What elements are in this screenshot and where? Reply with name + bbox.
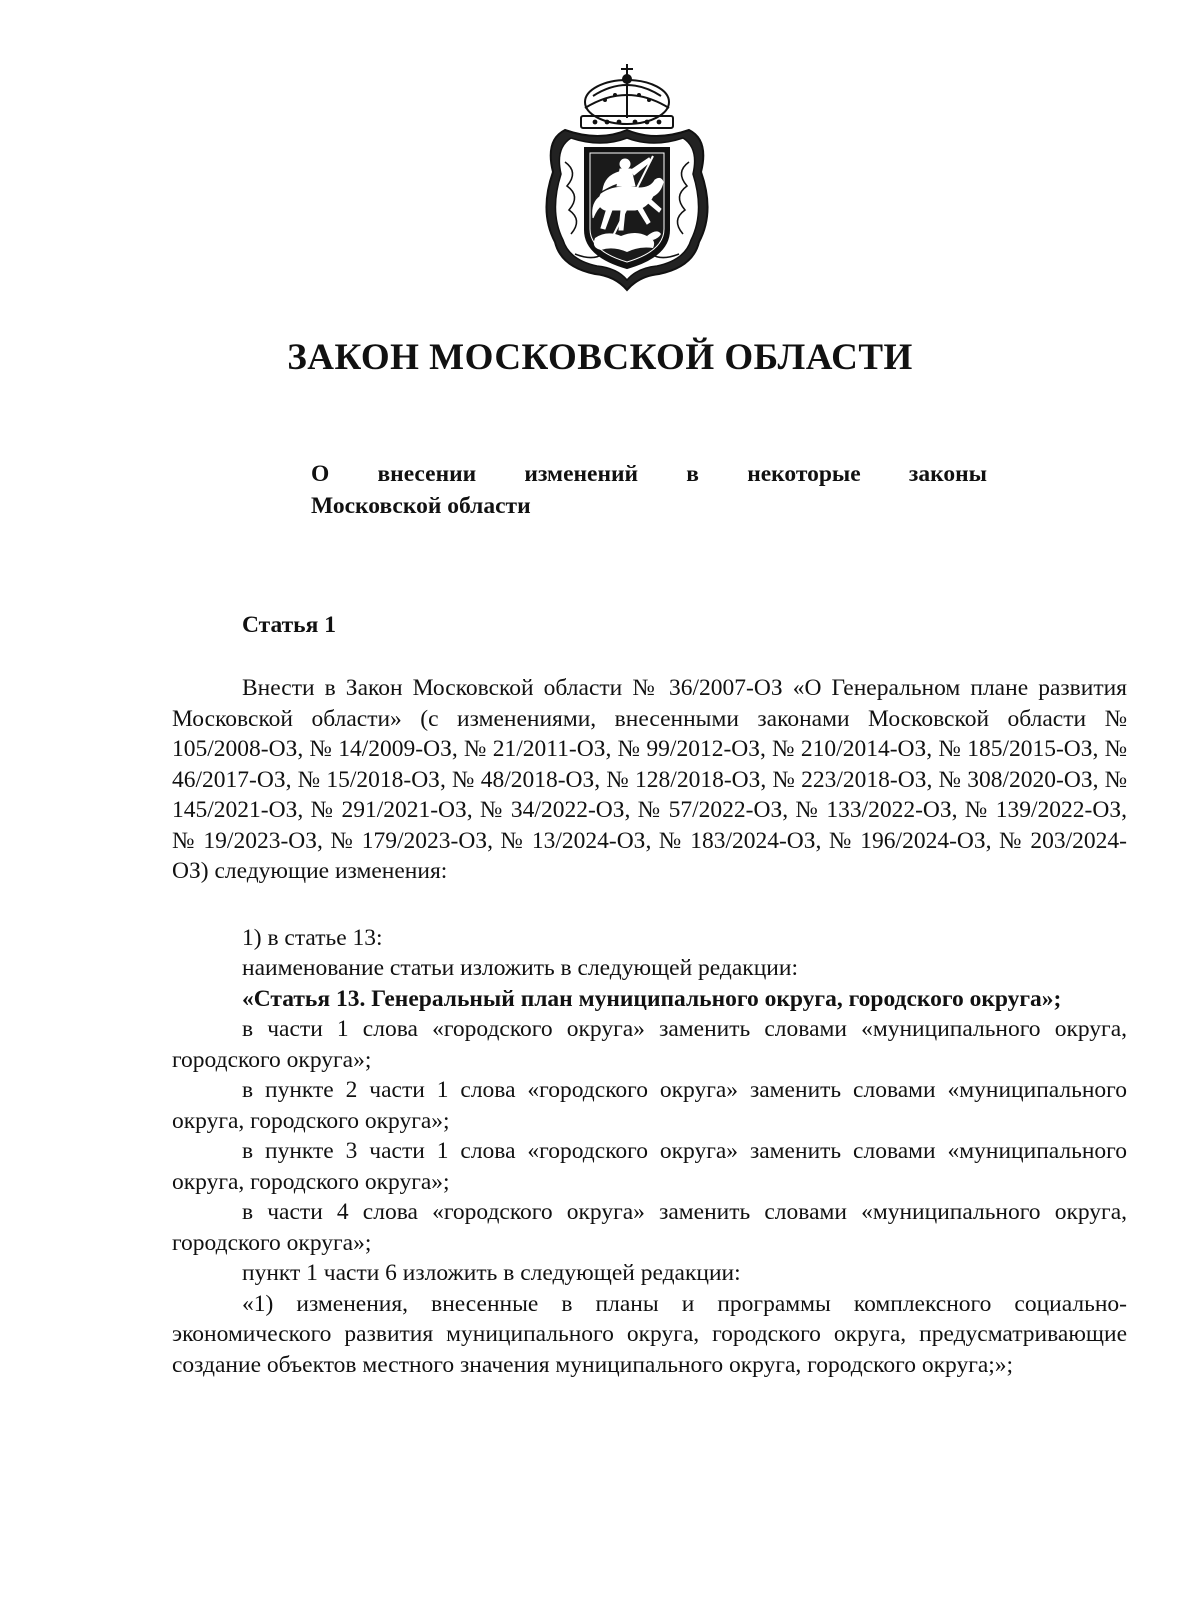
subject-word: О (311, 461, 330, 487)
paragraph: Внести в Закон Московской области № 36/2007-ОЗ «О Генеральном плане развития Московской области» (с изменениями, внесенными законами Московской области № 105/2008-ОЗ, № 14/2009-ОЗ, № 21/2011-ОЗ, № 99/2012-ОЗ, № 210/2014-ОЗ, № 185/2015-ОЗ, № 46/2017-ОЗ, № 15/2018-ОЗ, № 48/2018-ОЗ, № 128/2018-ОЗ, № 223/2018-ОЗ, № 308/2020-ОЗ, № 145/2021-ОЗ, № 291/2021-ОЗ, № 34/2022-ОЗ, № 57/2022-ОЗ, № 133/2022-ОЗ, № 139/2022-ОЗ, № 19/2023-ОЗ, № 179/2023-ОЗ, № 13/2024-ОЗ, № 183/2024-ОЗ, № 196/2024-ОЗ, № 203/2024-ОЗ) следующие изменения: (172, 675, 1127, 884)
subject-line-1 (311, 458, 987, 490)
article-body (172, 673, 1127, 1380)
subject-word: некоторые (747, 461, 861, 487)
subject-word: изменений (524, 461, 639, 487)
paragraph: «1) изменения, внесенные в планы и программы комплексного социально-экономического развития муниципального округа, городского округа, предусматривающие создание объектов местного значения муниципального округа, городского округа;»; (172, 1290, 1127, 1378)
paragraph: наименование статьи изложить в следующей редакции: (242, 955, 798, 981)
paragraph: в части 1 слова «городского округа» заменить словами «муниципального округа, городского округа»; (172, 1016, 1127, 1073)
law-subject (311, 458, 987, 522)
article-heading: Статья 1 (242, 612, 336, 638)
subject-word: в (686, 461, 699, 487)
law-title: ЗАКОН МОСКОВСКОЙ ОБЛАСТИ (287, 337, 913, 378)
paragraph: «Статья 13. Генеральный план муниципального округа, городского округа»; (242, 985, 1062, 1012)
paragraph: в пункте 3 части 1 слова «городского округа» заменить словами «муниципального округа, городского округа»; (172, 1138, 1127, 1195)
coat-of-arms-icon (535, 62, 720, 294)
subject-word: внесении (377, 461, 477, 487)
paragraph: 1) в статье 13: (242, 924, 383, 951)
subject-word: законы (908, 461, 987, 487)
paragraph: в пункте 2 части 1 слова «городского округа» заменить словами «муниципального округа, городского округа»; (172, 1077, 1127, 1134)
subject-line-2: Московской области (311, 493, 531, 519)
paragraph: пункт 1 части 6 изложить в следующей редакции: (242, 1260, 741, 1286)
paragraph: в части 4 слова «городского округа» заменить словами «муниципального округа, городского округа»; (172, 1199, 1127, 1256)
